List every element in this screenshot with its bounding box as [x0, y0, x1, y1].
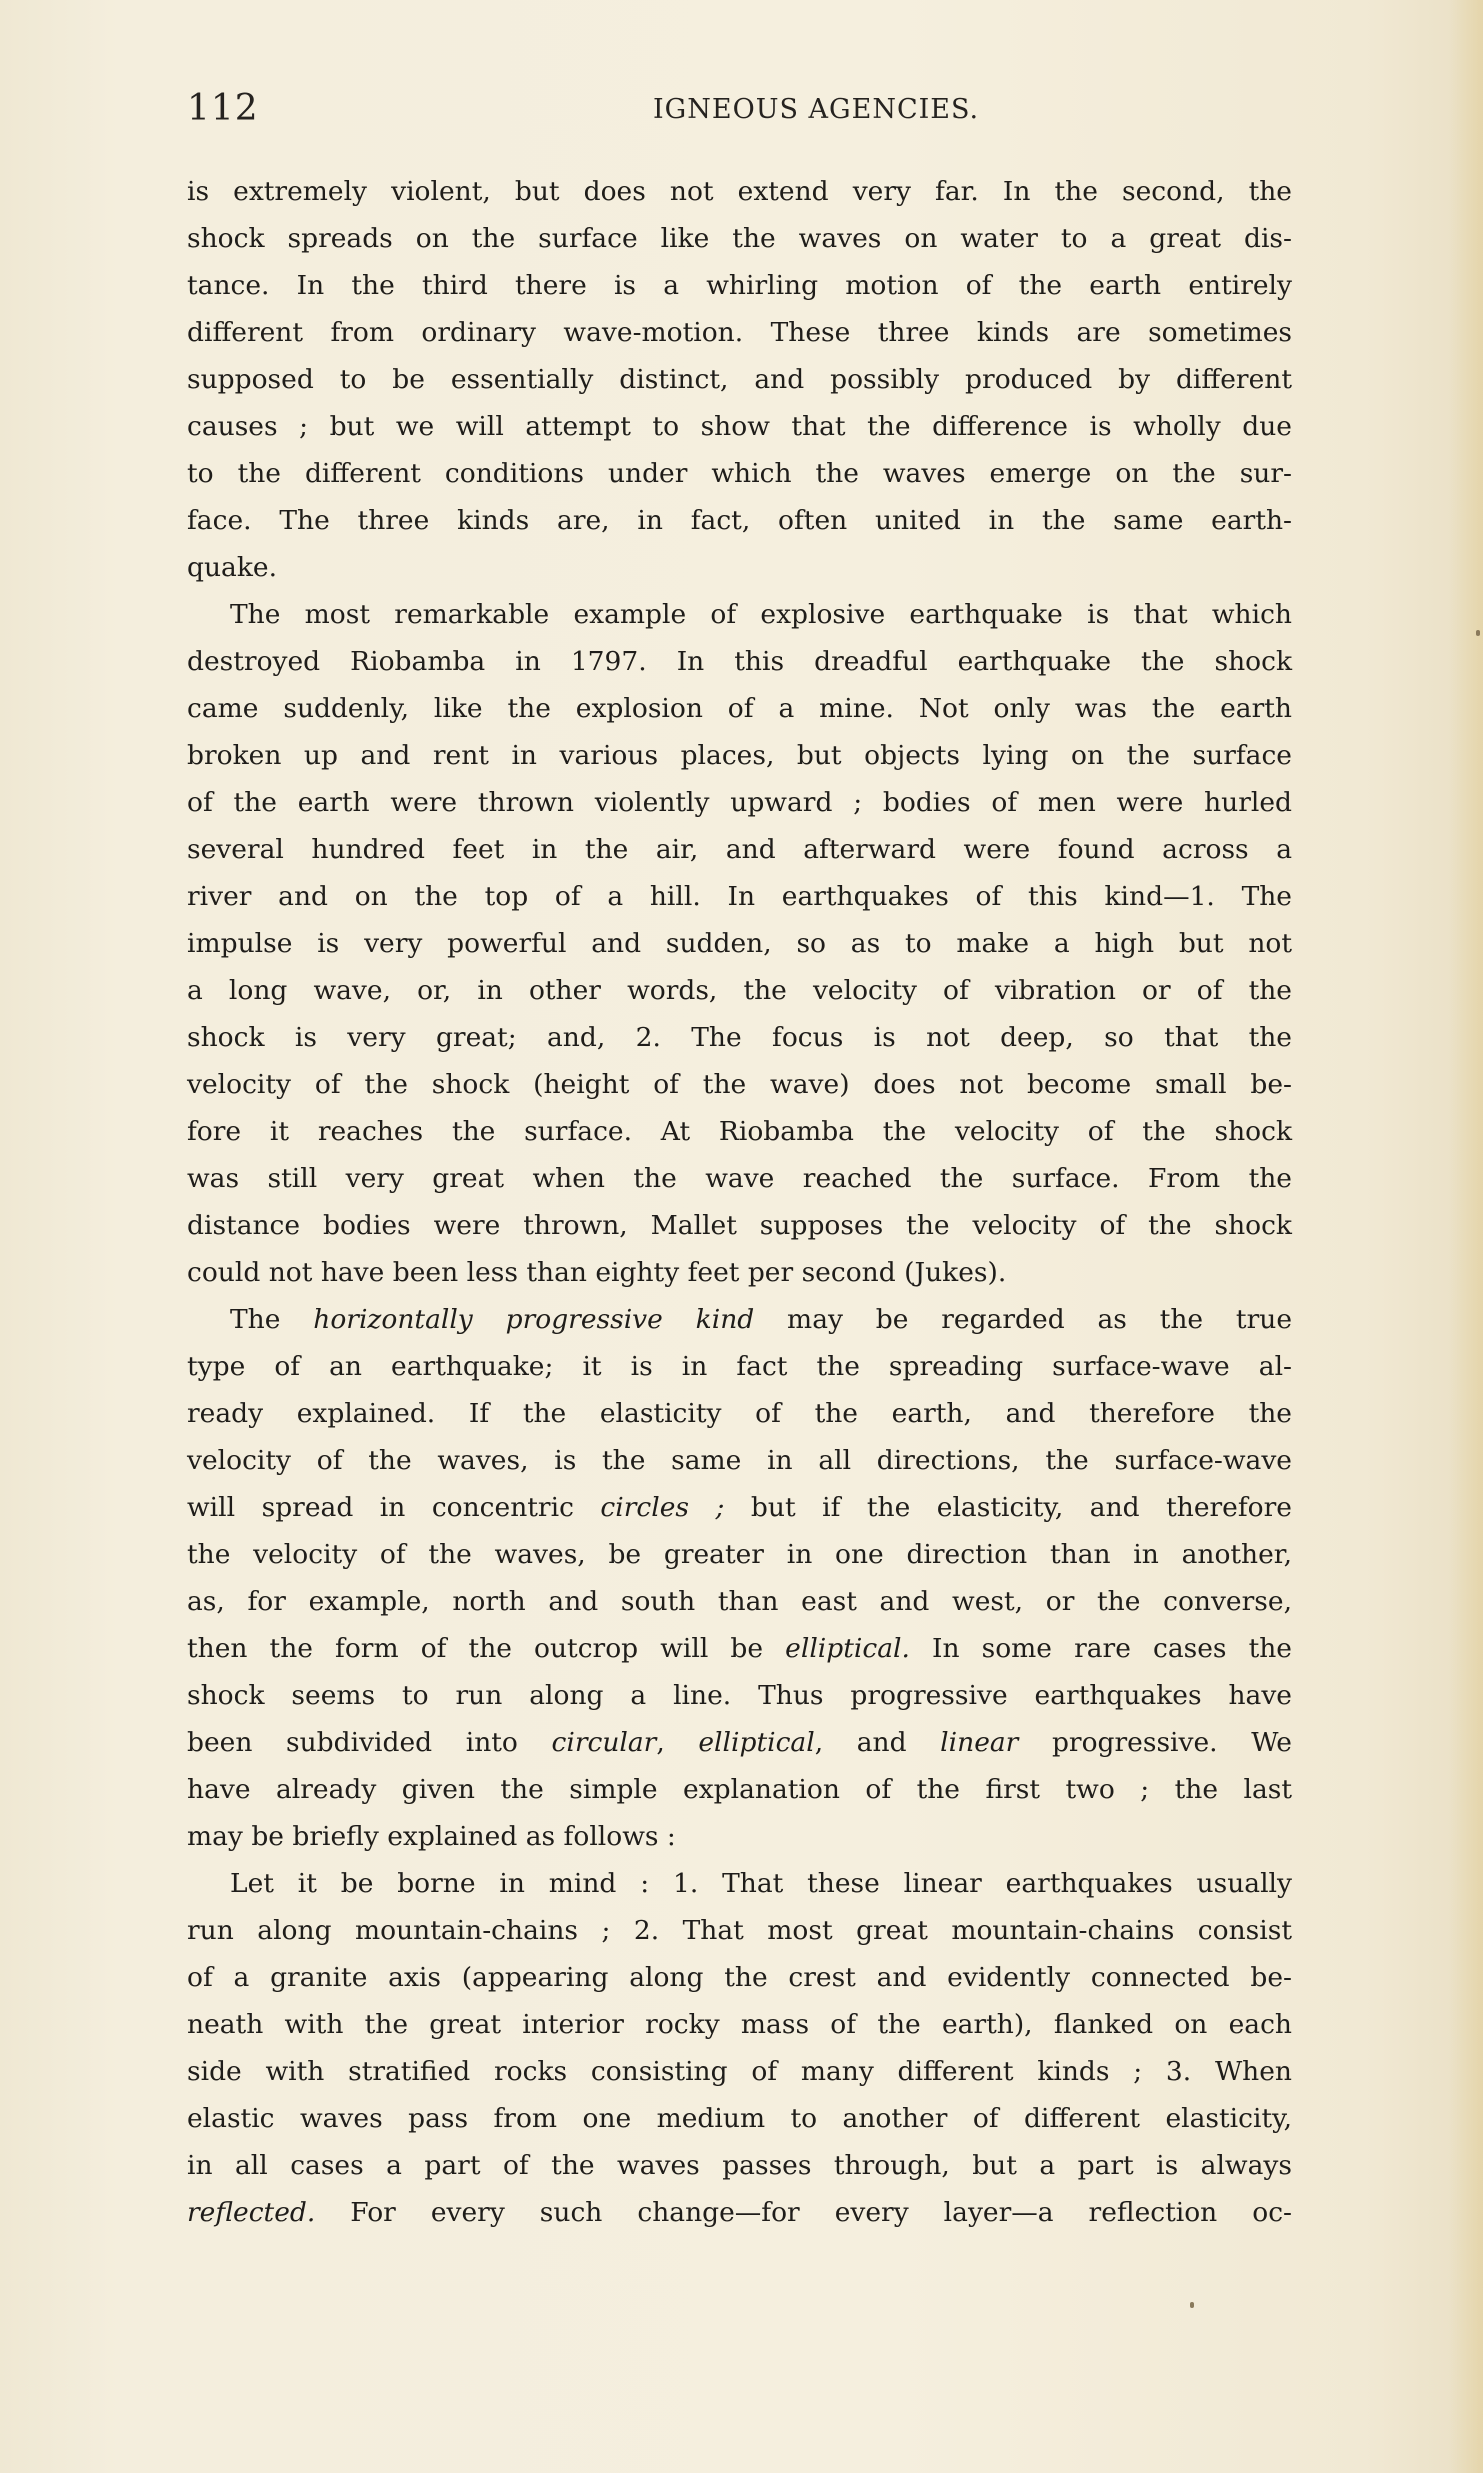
- text-line: supposed to be essentially distinct, and possibly produced by different: [187, 364, 1292, 395]
- italic-text: horizontally progressive kind: [313, 1304, 755, 1335]
- text-line: been subdivided into circular, elliptical, and linear progressive. We: [187, 1727, 1292, 1758]
- paper-speck: [1476, 630, 1480, 636]
- text-line: river and on the top of a hill. In earthquakes of this kind—1. The: [187, 881, 1292, 912]
- text-line: type of an earthquake; it is in fact the spreading surface-wave al-: [187, 1351, 1292, 1382]
- italic-text: elliptical: [698, 1727, 815, 1758]
- text-line: tance. In the third there is a whirling motion of the earth entirely: [187, 270, 1292, 301]
- text-line: in all cases a part of the waves passes through, but a part is always: [187, 2150, 1292, 2181]
- text-line: then the form of the outcrop will be elliptical. In some rare cases the: [187, 1633, 1292, 1664]
- paper-speck: [1190, 2302, 1194, 2308]
- italic-text: circles ;: [600, 1492, 725, 1523]
- text-line: face. The three kinds are, in fact, often united in the same earth-: [187, 505, 1292, 536]
- page-edge-shadow: [1449, 0, 1483, 2473]
- text-line: may be briefly explained as follows :: [187, 1821, 676, 1852]
- text-line: reflected. For every such change—for every layer—a reflection oc-: [187, 2197, 1292, 2228]
- text-line: The most remarkable example of explosive earthquake is that which: [230, 599, 1292, 630]
- body-text: [187, 168, 1292, 2236]
- text-line: ready explained. If the elasticity of the earth, and therefore the: [187, 1398, 1292, 1429]
- text-line: came suddenly, like the explosion of a mine. Not only was the earth: [187, 693, 1292, 724]
- text-line: shock is very great; and, 2. The focus is not deep, so that the: [187, 1022, 1292, 1053]
- text-line: elastic waves pass from one medium to another of different elasticity,: [187, 2103, 1292, 2134]
- text-line: broken up and rent in various places, but objects lying on the surface: [187, 740, 1292, 771]
- text-line: was still very great when the wave reached the surface. From the: [187, 1163, 1292, 1194]
- text-line: velocity of the shock (height of the wave) does not become small be-: [187, 1069, 1292, 1100]
- italic-text: circular: [551, 1727, 657, 1758]
- text-line: is extremely violent, but does not extend very far. In the second, the: [187, 176, 1292, 207]
- text-line: to the different conditions under which the waves emerge on the sur-: [187, 458, 1292, 489]
- text-line: shock spreads on the surface like the waves on water to a great dis-: [187, 223, 1292, 254]
- text-line: fore it reaches the surface. At Riobamba the velocity of the shock: [187, 1116, 1292, 1147]
- text-line: velocity of the waves, is the same in all directions, the surface-wave: [187, 1445, 1292, 1476]
- page-header: [187, 88, 1292, 140]
- italic-text: linear: [940, 1727, 1019, 1758]
- text-line: of the earth were thrown violently upward ; bodies of men were hurled: [187, 787, 1292, 818]
- text-line: side with stratified rocks consisting of many different kinds ; 3. When: [187, 2056, 1292, 2087]
- text-line: have already given the simple explanation of the first two ; the last: [187, 1774, 1292, 1805]
- text-line: The horizontally progressive kind may be regarded as the true: [230, 1304, 1293, 1335]
- text-line: destroyed Riobamba in 1797. In this dreadful earthquake the shock: [187, 646, 1292, 677]
- italic-text: reflected.: [187, 2197, 316, 2228]
- text-line: causes ; but we will attempt to show that the difference is wholly due: [187, 411, 1292, 442]
- text-line: quake.: [187, 552, 277, 583]
- text-line: will spread in concentric circles ; but if the elasticity, and therefore: [187, 1492, 1292, 1523]
- text-line: impulse is very powerful and sudden, so as to make a high but not: [187, 928, 1292, 959]
- text-line: neath with the great interior rocky mass of the earth), flanked on each: [187, 2009, 1292, 2040]
- text-line: Let it be borne in mind : 1. That these linear earthquakes usually: [230, 1868, 1292, 1899]
- text-line: as, for example, north and south than east and west, or the converse,: [187, 1586, 1292, 1617]
- text-line: shock seems to run along a line. Thus progressive earthquakes have: [187, 1680, 1292, 1711]
- text-line: different from ordinary wave-motion. These three kinds are sometimes: [187, 317, 1292, 348]
- text-line: distance bodies were thrown, Mallet supposes the velocity of the shock: [187, 1210, 1292, 1241]
- text-line: a long wave, or, in other words, the velocity of vibration or of the: [187, 975, 1292, 1006]
- text-line: the velocity of the waves, be greater in one direction than in another,: [187, 1539, 1292, 1570]
- page-number: 112: [187, 88, 259, 129]
- text-line: could not have been less than eighty feet per second (Jukes).: [187, 1257, 1007, 1288]
- running-head: IGNEOUS AGENCIES.: [653, 94, 980, 125]
- text-line: several hundred feet in the air, and afterward were found across a: [187, 834, 1292, 865]
- italic-text: elliptical.: [785, 1633, 910, 1664]
- text-line: run along mountain-chains ; 2. That most great mountain-chains consist: [187, 1915, 1292, 1946]
- text-line: of a granite axis (appearing along the crest and evidently connected be-: [187, 1962, 1292, 1993]
